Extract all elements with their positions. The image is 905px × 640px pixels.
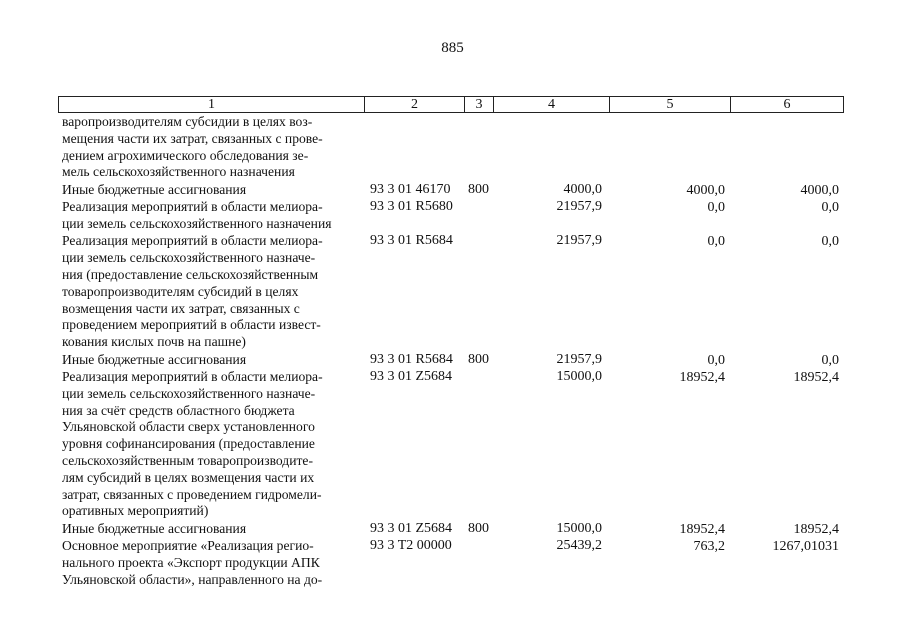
row-expense-type: 800: [468, 520, 489, 536]
description-line: уровня софинансирования (предоставление: [62, 436, 315, 452]
description-line: возмещения части их затрат, связанных с: [62, 300, 300, 316]
description-line: мещения части их затрат, связанных с прове-: [62, 130, 323, 146]
description-line: ния за счёт средств областного бюджета: [62, 402, 295, 418]
row-code: 93 3 01 R5684: [370, 233, 453, 249]
row-value-col6: 18952,4: [793, 521, 839, 537]
description-line: ции земель сельскохозяйственного назначения: [62, 215, 332, 231]
header-col-3: 3: [465, 97, 494, 112]
header-col-4: 4: [494, 97, 610, 112]
row-code: 93 3 T2 00000: [370, 538, 452, 554]
row-value-col6: 0,0: [821, 200, 839, 216]
description-line: Ульяновской области», направленного на до-: [62, 571, 323, 587]
row-expense-type: 800: [468, 181, 489, 197]
description-line: лям субсидий в целях возмещения части их: [62, 469, 315, 485]
row-code: 93 3 01 R5684: [370, 351, 453, 367]
header-col-1: 1: [59, 97, 365, 112]
header-col-6: 6: [783, 97, 791, 112]
row-value-col5: 4000,0: [686, 182, 725, 198]
row-value-col6: 0,0: [821, 234, 839, 250]
description-line: Реализация мероприятий в области мелиора-: [62, 233, 323, 249]
row-value-col6: 18952,4: [793, 370, 839, 385]
row-value-col5: 18952,4: [679, 521, 725, 537]
description-line: ции земель сельскохозяйственного назначе-: [62, 385, 316, 401]
row-value-col4: 21957,9: [556, 351, 602, 367]
row-value-col4: 15000,0: [556, 369, 602, 384]
description-line: ния (предоставление сельскохозяйственным: [62, 266, 319, 282]
row-value-col5: 763,2: [693, 539, 725, 555]
header-col-2: 2: [365, 97, 465, 112]
row-value-col6: 4000,0: [800, 182, 839, 198]
row-value-col4: 15000,0: [556, 520, 602, 536]
row-description: [62, 369, 361, 520]
row-code: 93 3 01 Z5684: [370, 369, 453, 384]
row-value-col5: 18952,4: [679, 370, 725, 385]
row-description: [62, 521, 361, 538]
row-value-col6: 1267,01031: [772, 539, 839, 555]
description-line: ции земель сельскохозяйственного назначе-: [62, 250, 316, 266]
description-line: дением агрохимического обследования зе-: [62, 147, 309, 163]
row-value-col5: 0,0: [707, 234, 725, 250]
description-line: товаропроизводителям субсидий в целях: [62, 283, 299, 299]
header-col-5: 5: [610, 97, 731, 112]
row-description: [62, 352, 361, 369]
description-line: Реализация мероприятий в области мелиора-: [62, 369, 323, 384]
row-value-col5: 0,0: [707, 200, 725, 216]
description-line: Иные бюджетные ассигнования: [62, 351, 247, 367]
row-code: 93 3 01 R5680: [370, 199, 453, 215]
description-line: варопроизводителям субсидии в целях воз-: [62, 114, 313, 129]
row-expense-type: 800: [468, 351, 489, 367]
description-line: Ульяновской области сверх установленного: [62, 419, 315, 435]
description-line: Иные бюджетные ассигнования: [62, 181, 247, 197]
description-line: Реализация мероприятий в области мелиора-: [62, 199, 323, 215]
row-value-col5: 0,0: [707, 352, 725, 368]
page-number: 885: [441, 40, 464, 56]
row-description: [62, 233, 361, 351]
description-line: Основное мероприятие «Реализация регио-: [62, 538, 314, 554]
description-line: нального проекта «Экспорт продукции АПК: [62, 554, 320, 570]
description-line: кования кислых почв на пашне): [62, 334, 246, 350]
row-value-col6: 0,0: [821, 352, 839, 368]
row-description: [62, 538, 361, 588]
row-value-col4: 21957,9: [556, 233, 602, 249]
row-description: [62, 182, 361, 199]
description-line: оративных мероприятий): [62, 503, 209, 519]
row-description: [62, 114, 361, 181]
description-line: мель сельскохозяйственного назначения: [62, 164, 295, 180]
table-header: [58, 96, 844, 113]
row-value-col4: 21957,9: [556, 199, 602, 215]
description-line: сельскохозяйственным товаропроизводите-: [62, 452, 313, 468]
row-code: 93 3 01 46170: [370, 181, 451, 197]
description-line: затрат, связанных с проведением гидромели-: [62, 486, 322, 502]
row-value-col4: 25439,2: [556, 538, 602, 554]
row-description: [62, 199, 361, 233]
row-value-col4: 4000,0: [563, 181, 602, 197]
row-code: 93 3 01 Z5684: [370, 520, 453, 536]
description-line: проведением мероприятий в области извест-: [62, 317, 321, 333]
description-line: Иные бюджетные ассигнования: [62, 520, 247, 536]
